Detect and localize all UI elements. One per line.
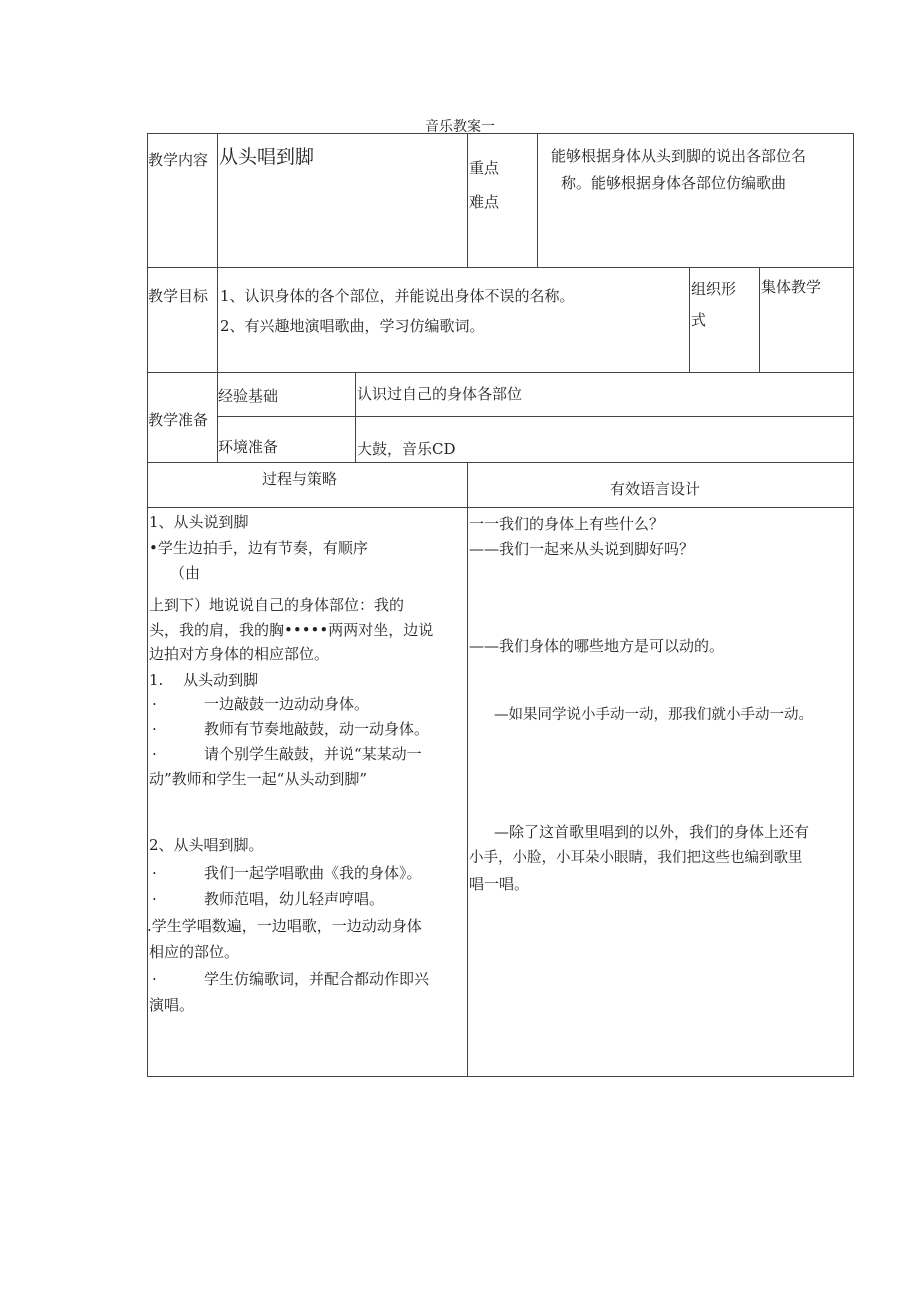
left-text-line: （由: [170, 564, 201, 582]
bullet-dot: ·: [152, 864, 157, 882]
organization-value: 集体教学: [761, 278, 822, 296]
teaching-content-label: 教学内容: [148, 151, 209, 169]
language-design-header: 有效语言设计: [610, 480, 701, 498]
organization-label-2: 式: [691, 311, 707, 329]
left-text-line: 演唱。: [149, 996, 195, 1014]
row-divider: [217, 416, 854, 417]
left-text-line: .学生学唱数遍，一边唱歌，一边动动身体: [147, 917, 422, 935]
col-divider: [467, 133, 468, 267]
organization-label-1: 组织形: [691, 280, 737, 298]
environment-value: 大鼓，音乐CD: [357, 440, 456, 458]
col-divider: [217, 133, 218, 267]
key-point-label: 重点: [469, 159, 500, 177]
right-text-line: ——我们一起来从头说到脚好吗？: [469, 540, 695, 558]
bullet-dot: ·: [152, 695, 157, 713]
right-text-line: 一一我们的身体上有些什么？: [469, 515, 665, 533]
left-text-line: 学生仿编歌词，并配合都动作即兴: [204, 970, 430, 988]
right-text-line: —如果同学说小手动一动，那我们就小手动一动。: [494, 707, 813, 723]
teaching-goal-2: 2、有兴趣地演唱歌曲，学习仿编歌词。: [220, 317, 485, 335]
left-text-line: 上到下）地说说自己的身体部位：我的: [149, 596, 405, 614]
teaching-goal-label: 教学目标: [148, 287, 209, 305]
left-text-line: 一边敲鼓一边动动身体。: [204, 695, 370, 713]
row-divider: [147, 267, 854, 268]
right-text-line: —除了这首歌里唱到的以外，我们的身体上还有: [494, 823, 810, 841]
left-text-line: 边拍对方身体的相应部位。: [149, 645, 330, 663]
col-divider: [217, 267, 218, 372]
col-divider: [355, 372, 356, 462]
bullet-dot: ·: [152, 745, 157, 763]
left-text-line: 教师有节奏地敲鼓，动一动身体。: [204, 720, 430, 738]
right-text-line: ——我们身体的哪些地方是可以动的。: [469, 637, 725, 655]
left-text-line: 请个别学生敲鼓，并说“某某动一: [204, 745, 422, 763]
left-text-line: •学生边拍手，边有节奏，有顺序: [149, 539, 368, 557]
teaching-goal-1: 1、认识身体的各个部位，并能说出身体不误的名称。: [220, 287, 575, 305]
left-text-line: 我们一起学唱歌曲《我的身体》。: [204, 864, 422, 882]
page-title: 音乐教案一: [425, 119, 495, 135]
bullet-dot: ·: [152, 970, 157, 988]
right-text-line: 唱一唱。: [469, 875, 530, 893]
step-3-title: 2、从头唱到脚。: [149, 836, 264, 854]
environment-label: 环境准备: [218, 438, 279, 456]
difficulty-label: 难点: [469, 193, 500, 211]
step-1-title: 1、从头说到脚: [149, 513, 249, 531]
step-2-title: 1. 从头动到脚: [149, 671, 259, 689]
col-divider: [537, 133, 538, 267]
teaching-content-value: 从头唱到脚: [219, 146, 315, 168]
col-divider: [689, 267, 690, 372]
bullet-dot: ·: [152, 720, 157, 738]
key-point-text-line1: 能够根据身体从头到脚的说出各部位名: [551, 147, 807, 165]
row-divider: [147, 462, 854, 463]
key-point-text-line2: 称。能够根据身体各部位仿编歌曲: [561, 174, 787, 192]
process-strategy-header: 过程与策略: [262, 470, 338, 488]
left-text-line: 教师范唱，幼儿轻声哼唱。: [204, 890, 385, 908]
left-text-line: 动”教师和学生一起“从头动到脚”: [149, 770, 368, 788]
bullet-dot: ·: [152, 890, 157, 908]
experience-label: 经验基础: [218, 387, 279, 405]
row-divider: [147, 507, 854, 508]
experience-value: 认识过自己的身体各部位: [357, 385, 523, 403]
col-divider: [759, 267, 760, 372]
left-text-line: 头，我的肩，我的胸•••••两两对坐，边说: [149, 621, 434, 639]
teaching-prep-label: 教学准备: [148, 411, 209, 429]
row-divider: [147, 372, 854, 373]
col-divider: [467, 462, 468, 1077]
right-text-line: 小手，小脸，小耳朵小眼睛，我们把这些也编到歌里: [469, 850, 803, 866]
left-text-line: 相应的部位。: [149, 943, 240, 961]
